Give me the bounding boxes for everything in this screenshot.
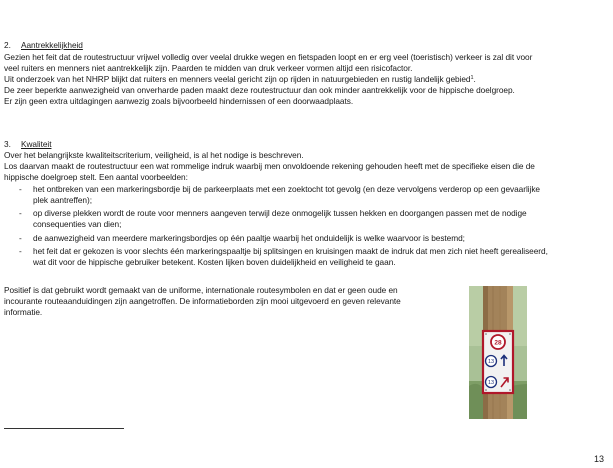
bullet-text: consequenties van dien;: [33, 219, 122, 229]
paragraph-line: informatie.: [4, 307, 43, 317]
bullet-marker: -: [19, 246, 22, 256]
paragraph-line: Gezien het feit dat de routestructuur vrijwel volledig over veelal drukke wegen en fietspaden loopt en er erg veel (toeristisch) verkeer is zal dit voor: [4, 52, 533, 62]
paragraph-line: Over het belangrijkste kwaliteitscriterium, veiligheid, is al het nodige is beschreven.: [4, 150, 304, 160]
bullet-marker: -: [19, 233, 22, 243]
junction-number: 13: [487, 380, 495, 387]
bullet-text: de aanwezigheid van meerdere markeringsbordjes op één paaltje waarbij het onduidelijk is welke waarvoor is bestemd;: [33, 233, 465, 243]
paragraph-line: Los daarvan maakt de routestructuur een wat rommelige indruk waarbij men onvoldoende rekening gehouden heeft met de specifieke eisen die de: [4, 161, 535, 171]
bullet-text: op diverse plekken wordt de route voor menners aangeven terwijl deze onmogelijk tussen hekken en doorgangen passen met de nodige: [33, 208, 527, 218]
bullet-text: het ontbreken van een markeringsbordje bij de parkeerplaats met een zoektocht tot gevolg (en deze vervolgens verderop op een gevaarlijke: [33, 184, 541, 194]
bullet-text: wat dit voor de hippische gebruiker betekent. Kosten lijken boven duidelijkheid en veiligheid te gaan.: [33, 257, 396, 267]
bullet-text: het feit dat er gekozen is voor slechts één markeringspaaltje bij splitsingen en kruisingen maakt de indruk dat men zich niet heeft gerealiseerd,: [33, 246, 548, 256]
section-heading-3: [4, 139, 51, 150]
section-title: Aantrekkelijkheid: [21, 40, 83, 50]
sentence-end: .: [473, 74, 476, 84]
paragraph-line: incourante routeaanduidingen zijn aangetroffen. De informatieborden zijn mooi uitgevoerd en geven relevante: [4, 296, 401, 306]
section-number: 3.: [4, 139, 11, 149]
paragraph-text: Uit onderzoek van het NHRP blijkt dat ruiters en menners veelal gericht zijn op rijden in natuurgebieden en rustig landelijk gebied: [4, 74, 471, 84]
section-title: Kwaliteit: [21, 139, 52, 149]
paragraph-line-with-footnote: [4, 74, 476, 85]
bullet-text: plek aantreffen);: [33, 195, 92, 205]
signpost-illustration: [469, 286, 527, 419]
paragraph-line: hippische doelgroep stelt. Een aantal voorbeelden:: [4, 172, 188, 182]
section-heading-2: [4, 40, 83, 51]
paragraph-line: veel ruiters en menners niet aantrekkelijk zijn. Paarden te midden van druk verkeer vormen altijd een risicofactor.: [4, 63, 413, 73]
route-number: 28: [494, 339, 502, 347]
page-number: 13: [593, 454, 604, 464]
signpost-photo: [469, 286, 527, 419]
footnote-reference[interactable]: 1: [470, 75, 474, 81]
bullet-marker: -: [19, 184, 22, 194]
footnote-separator: [4, 428, 124, 429]
paragraph-line: Positief is dat gebruikt wordt gemaakt van de uniforme, internationale routesymbolen en dat er geen oude en: [4, 285, 398, 295]
paragraph-line: Er zijn geen extra uitdagingen aanwezig zoals bijvoorbeeld hindernissen of een doorwaadplaats.: [4, 96, 354, 106]
section-number: 2.: [4, 40, 11, 50]
junction-number: 13: [487, 359, 495, 366]
bullet-marker: -: [19, 208, 22, 218]
paragraph-line: De zeer beperkte aanwezigheid van onverharde paden maakt deze routestructuur dan ook minder aantrekkelijk voor de hippische doelgroep.: [4, 85, 515, 95]
